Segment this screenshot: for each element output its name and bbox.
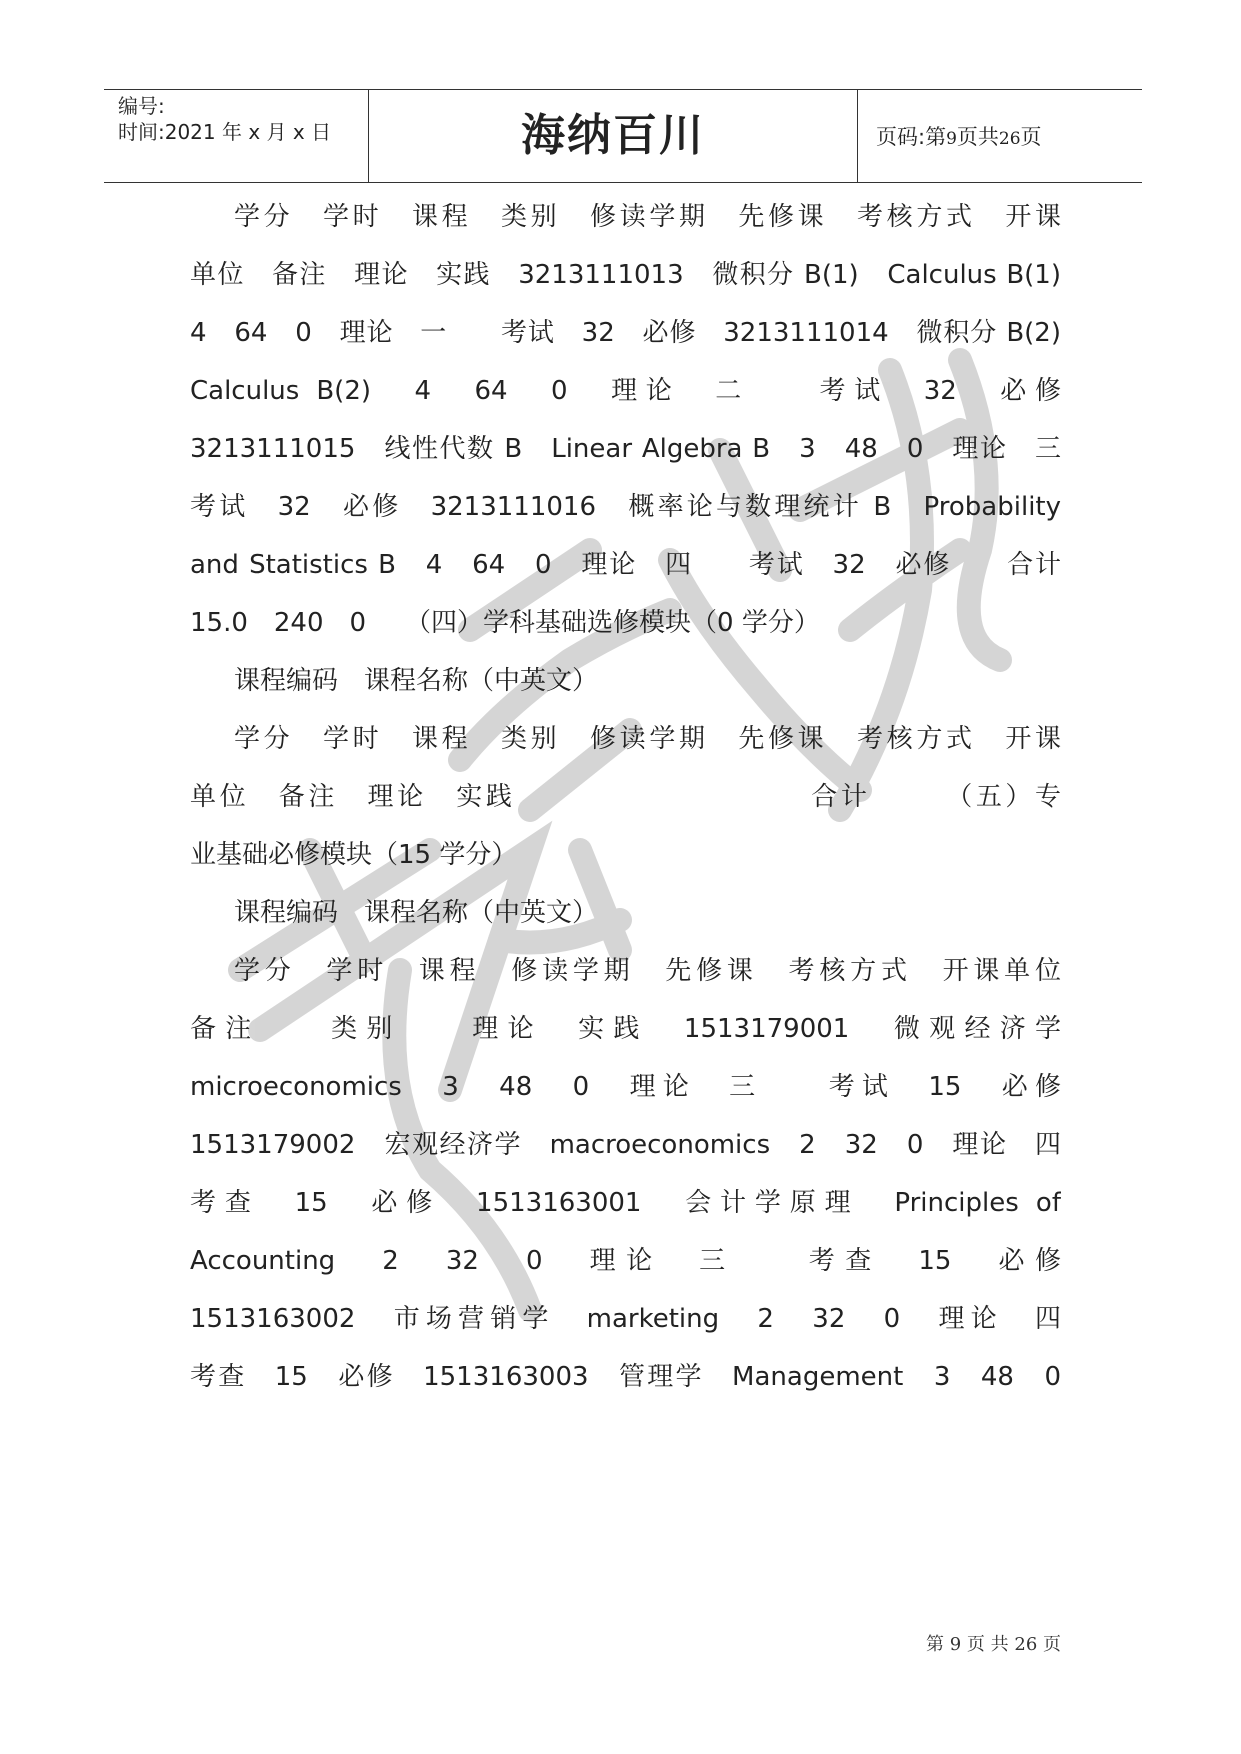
body-line-11: 单位 备注 理论 实践 合计 （五）专	[190, 782, 1061, 812]
body-line-9: 课程编码 课程名称（中英文）	[234, 666, 599, 696]
page-current: 9	[946, 129, 957, 149]
body-line-18: 考查 15 必修 1513163001 会计学原理 Principles of	[190, 1188, 1061, 1218]
body-line-1: 学分 学时 课程 类别 修读学期 先修课 考核方式 开课	[234, 202, 1061, 232]
body-line-6: 考试 32 必修 3213111016 概率论与数理统计 B Probability	[190, 492, 1061, 522]
body-line-3: 4 64 0 理论 一 考试 32 必修 3213111014 微积分 B(2)	[190, 318, 1061, 348]
body-line-5: 3213111015 线性代数 B Linear Algebra B 3 48 0 理论 三	[190, 434, 1061, 464]
header-page-cell	[858, 90, 1142, 182]
document-number-label: 编号:	[118, 94, 165, 118]
body-line-19: Accounting 2 32 0 理论 三 考查 15 必修	[190, 1246, 1061, 1276]
header-title-cell	[368, 90, 858, 182]
body-line-21: 考查 15 必修 1513163003 管理学 Management 3 48 0	[190, 1362, 1061, 1392]
watermark	[200, 330, 1100, 1330]
page-end-label: 页	[1020, 125, 1042, 149]
header-page-number	[876, 124, 1042, 152]
page-mid-label: 页共	[956, 125, 999, 149]
page-header	[104, 89, 1142, 183]
header-meta-cell	[104, 90, 368, 182]
header-title: 海纳百川	[521, 110, 705, 161]
body-line-8: 15.0 240 0 （四）学科基础选修模块（0 学分）	[190, 608, 820, 638]
body-line-17: 1513179002 宏观经济学 macroeconomics 2 32 0 理论 四	[190, 1130, 1061, 1160]
body-line-16: microeconomics 3 48 0 理论 三 考试 15 必修	[190, 1072, 1061, 1102]
body-line-13: 课程编码 课程名称（中英文）	[234, 898, 599, 928]
body-line-15: 备注 类别 理论 实践 1513179001 微观经济学	[190, 1014, 1061, 1044]
document-date: 时间:2021 年 x 月 x 日	[118, 120, 332, 144]
body-line-7: and Statistics B 4 64 0 理论 四 考试 32 必修 合计	[190, 550, 1061, 580]
body-line-2: 单位 备注 理论 实践 3213111013 微积分 B(1) Calculus B(1)	[190, 260, 1061, 290]
body-line-14: 学分 学时 课程 修读学期 先修课 考核方式 开课单位	[234, 956, 1061, 986]
page-label: 页码:第	[876, 125, 947, 149]
body-line-10: 学分 学时 课程 类别 修读学期 先修课 考核方式 开课	[234, 724, 1061, 754]
page-total: 26	[998, 129, 1021, 149]
body-line-4: Calculus B(2) 4 64 0 理论 二 考试 32 必修	[190, 376, 1061, 406]
page-footer: 第 9 页 共 26 页	[926, 1634, 1061, 1655]
body-line-20: 1513163002 市场营销学 marketing 2 32 0 理论 四	[190, 1304, 1061, 1334]
body-line-12: 业基础必修模块（15 学分）	[190, 840, 518, 870]
